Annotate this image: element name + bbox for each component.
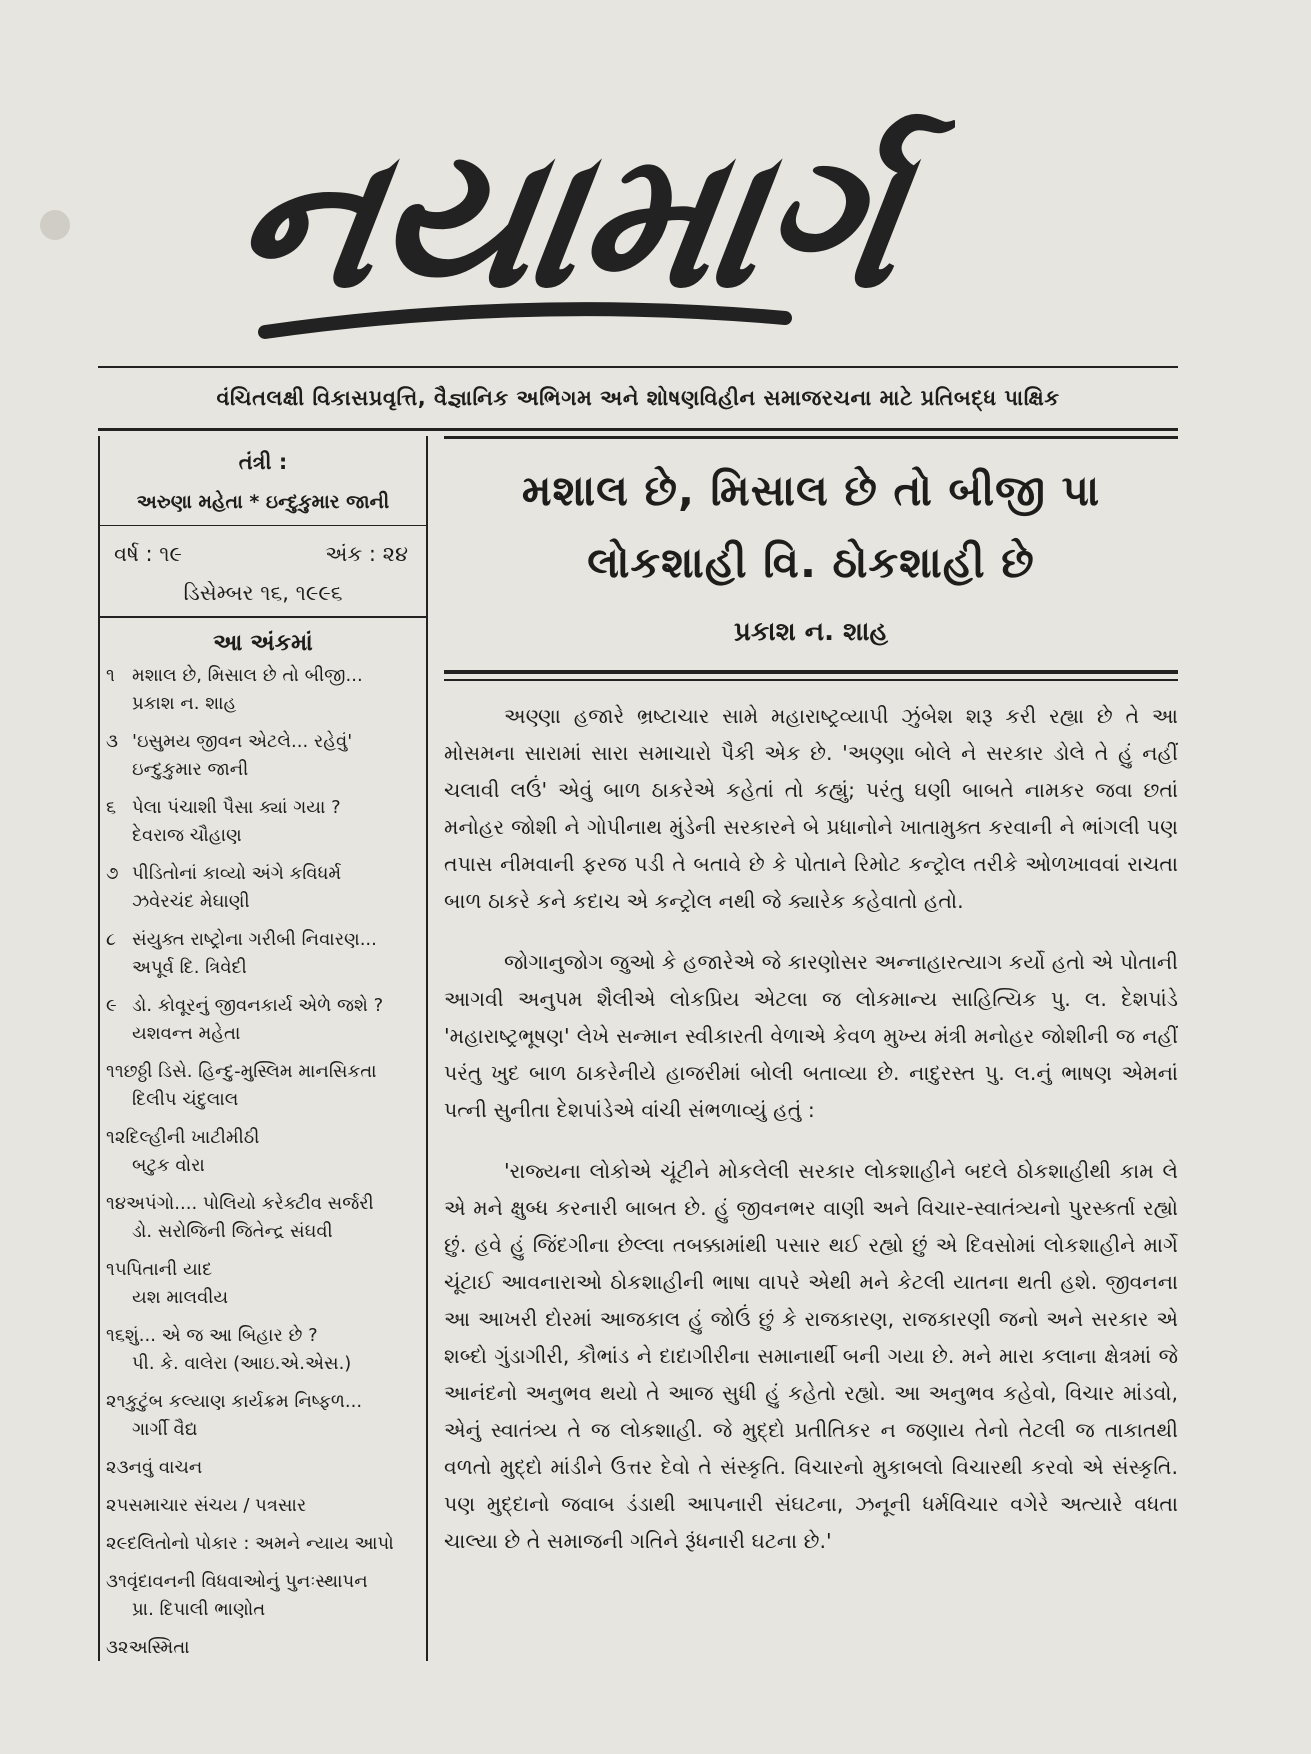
paper-stain [40, 210, 70, 240]
toc-item [106, 992, 426, 1048]
byline: પ્રકાશ ન. શાહ [734, 617, 888, 647]
toc-title: સંયુક્ત રાષ્ટ્રોના ગરીબી નિવારણ... [132, 929, 377, 950]
header-divider [444, 670, 1178, 681]
tagline: વંચિતલક્ષી વિકાસપ્રવૃત્તિ, વૈજ્ઞાનિક અભિગમ અને શોષણવિહીન સમાજરચના માટે પ્રતિબદ્ધ પાક્ષિક [98, 366, 1178, 431]
toc-author: પી. કે. વાલેરા (આઇ.એ.એસ.) [132, 1353, 352, 1374]
headline-line-2: લોકશાહી વિ. ઠોકશાહી છે [587, 538, 1035, 587]
toc-page-number: ૧૨ [106, 1127, 126, 1148]
toc-page-number: ૮ [106, 929, 116, 950]
article-header [444, 436, 1178, 681]
toc-page-number: ૨૯ [106, 1533, 128, 1554]
issue-info [100, 526, 426, 567]
paragraph: અણ્ણા હજારે ભ્રષ્ટાચાર સામે મહારાષ્ટ્રવ્યાપી ઝુંબેશ શરૂ કરી રહ્યા છે તે આ મોસમના સારામાં સારા સમાચારો પૈકી એક છે. 'અણ્ણા બોલે ને સરકાર ડોલે તે હું નહીં ચલાવી લઉં' એવું બાળ ઠાકરેએ કહેતાં તો કહ્યું; પરંતુ ઘણી બાબતે નામકર જવા છતાં મનોહર જોશી ને ગોપીનાથ મુંડેની સરકારને બે પ્રધાનોને ખાતામુક્ત કરવાની ને ભાંગલી પણ તપાસ નીમવાની ફરજ પડી તે બતાવે છે કે પોતાને રિમોટ કન્ટ્રોલ તરીકે ઓળખાવવાં રાચતા બાળ ઠાકરે કને કદાચ એ કન્ટ્રોલ નથી જે ક્યારેક કહેવાતો હતો. [444, 704, 1178, 913]
sidebar [98, 436, 428, 1661]
toc-page-number: ૨૫ [106, 1495, 129, 1516]
toc-page-number: ૭ [106, 863, 119, 884]
toc-title: શું... એ જ આ બિહાર છે ? [124, 1325, 318, 1346]
toc-title: વૃંદાવનની વિધવાઓનું પુનઃસ્થાપન [126, 1571, 368, 1592]
article-body [444, 698, 1178, 1584]
toc-title: છઠ્ઠી ડિસે. હિન્દુ-મુસ્લિમ માનસિકતા [123, 1061, 377, 1082]
toc-author: ગાર્ગી વૈદ્ય [132, 1419, 198, 1440]
toc-item [106, 860, 426, 916]
toc-page-number: ૯ [106, 995, 117, 1016]
toc-item [106, 728, 426, 784]
toc-item [106, 1190, 426, 1246]
toc-title: પીડિતોનાં કાવ્યો અંગે કવિધર્મ [132, 863, 342, 884]
toc-item [106, 1492, 426, 1520]
table-of-contents [100, 662, 426, 1662]
toc-item [106, 1634, 426, 1662]
toc-page-number: ૧૪ [106, 1193, 126, 1214]
toc-author: ઇન્દુકુમાર જાની [132, 759, 249, 780]
toc-author: ઝવેરચંદ મેઘાણી [132, 891, 250, 912]
toc-item [106, 794, 426, 850]
toc-item [106, 1530, 426, 1558]
toc-page-number: ૬ [106, 797, 117, 818]
paragraph: 'રાજ્યના લોકોએ ચૂંટીને મોકલેલી સરકાર લોકશાહીને બદલે ઠોકશાહીથી કામ લે એ મને ક્ષુબ્ધ કરનારી બાબત છે. હું જીવનભર વાણી અને વિચાર-સ્વાતંત્ર્યનો પુરસ્કર્તા રહ્યો છું. હવે હું જિંદગીના છેલ્લા તબક્કામાંથી પસાર થઈ રહ્યો છું એ દિવસોમાં લોકશાહીને માર્ગે ચૂંટાઈ આવનારાઓ ઠોકશાહીની ભાષા વાપરે એથી મને કેટલી યાતના થતી હશે. જીવનના આ આખરી દોરમાં આજકાલ હું જોઉં છું કે રાજકારણ, રાજકારણી જનો અને સરકાર એ શબ્દો ગુંડાગીરી, કૌભાંડ ને દાદાગીરીના સમાનાર્થી બની ગયા છે. મને મારા કલાના ક્ષેત્રમાં જે આનંદનો અનુભવ થયો તે આજ સુધી હું કહેતો રહ્યો. આ અનુભવ કહેવો, વિચાર માંડવો, એનું સ્વાતંત્ર્ય તે જ લોકશાહી. જે મુદ્દો પ્રતીતિકર ન જણાય તેનો તેટલી જ તાકાતથી વળતો મુદ્દો માંડીને ઉત્તર દેવો તે સંસ્કૃતિ. વિચારનો મુકાબલો વિચારથી કરવો એ સંસ્કૃતિ. પણ મુદ્દાનો જવાબ ડંડાથી આપનારી સંઘટના, ઝનૂની ધર્મવિચાર વગેરે અત્યારે વધતા ચાલ્યા છે તે સમાજની ગતિને રૂંધનારી ઘટના છે.' [444, 1159, 1178, 1553]
toc-page-number: ૩ [106, 731, 118, 752]
toc-title: અપંગો.... પોલિયો કરેક્ટીવ સર્જરી [125, 1193, 374, 1214]
toc-author: બટુક વોરા [132, 1155, 205, 1176]
toc-item [106, 662, 426, 718]
toc-item [106, 1124, 426, 1180]
toc-author: દિલીપ ચંદુલાલ [132, 1089, 239, 1110]
editor-names: અરુણા મહેતા * ઇન્દુકુમાર જાની [100, 491, 426, 526]
toc-title: પેલા પંચાશી પૈસા ક્યાં ગયા ? [132, 797, 341, 818]
headline [444, 455, 1178, 599]
volume-year: વર્ષ : ૧૯ [114, 542, 182, 566]
toc-author: યશવન્ત મહેતા [132, 1023, 241, 1044]
toc-author: દેવરાજ ચૌહાણ [132, 825, 242, 846]
headline-line-1: મશાલ છે, મિસાલ છે તો બીજી પા [521, 466, 1101, 515]
issue-number: અંક : ૨૪ [325, 542, 408, 566]
toc-author: યશ માલવીય [132, 1287, 229, 1308]
toc-page-number: ૨૩ [106, 1457, 129, 1478]
toc-page-number: ૧૫ [106, 1259, 127, 1280]
toc-title: નવું વાચન [128, 1457, 203, 1478]
toc-item [106, 1058, 426, 1114]
toc-page-number: ૩૧ [106, 1571, 127, 1592]
contents-title: આ અંકમાં [213, 630, 313, 656]
toc-title: અસ્મિતા [128, 1637, 190, 1658]
toc-title: પિતાની યાદ [126, 1259, 213, 1280]
toc-page-number: ૨૧ [106, 1391, 126, 1412]
toc-page-number: ૧૬ [106, 1325, 125, 1346]
masthead-title: નયામાર્ગ [225, 109, 916, 331]
paragraph: જોગાનુજોગ જુઓ કે હજારેએ જે કારણોસર અન્નાહારત્યાગ કર્યો હતો એ પોતાની આગવી અનુપમ શૈલીએ લોકપ્રિય એટલા જ લોકમાન્ય સાહિત્યિક પુ. લ. દેશપાંડે 'મહારાષ્ટ્રભૂષણ' લેખે સન્માન સ્વીકારતી વેળાએ કેવળ મુખ્ય મંત્રી મનોહર જોશીની જ નહીં પરંતુ ખુદ બાળ ઠાકરેનીયે હાજરીમાં બોલી બતાવ્યા છે. નાદુરસ્ત પુ. લ.નું ભાષણ એમનાં પત્ની સુનીતા દેશપાંડેએ વાંચી સંભળાવ્યું હતું : [444, 950, 1178, 1122]
toc-author: પ્રા. દિપાલી ભાણોત [132, 1599, 266, 1620]
toc-title: દિલ્હીની ખાટીમીઠી [125, 1127, 260, 1148]
toc-item [106, 1322, 426, 1378]
toc-item [106, 1388, 426, 1444]
toc-title: સમાચાર સંચય / પત્રસાર [128, 1495, 307, 1516]
toc-page-number: ૩૨ [106, 1637, 129, 1658]
editor-label: તંત્રી : [238, 450, 288, 474]
editor-block [100, 436, 426, 526]
toc-item [106, 1256, 426, 1312]
toc-author: પ્રકાશ ન. શાહ [132, 693, 237, 714]
toc-item [106, 1568, 426, 1624]
toc-title: કુટુંબ કલ્યાણ કાર્યક્રમ નિષ્ફળ... [125, 1391, 363, 1412]
toc-page-number: ૧ [106, 665, 115, 686]
toc-page-number: ૧૧ [106, 1061, 124, 1082]
toc-title: મશાલ છે, મિસાલ છે તો બીજી... [132, 665, 363, 686]
masthead-logo [225, 70, 955, 360]
toc-title: 'ઇસુમય જીવન એટલે... રહેવું' [132, 731, 353, 752]
toc-title: ડો. કોવૂરનું જીવનકાર્ય એળે જશે ? [132, 995, 384, 1016]
toc-author: ડો. સરોજિની જિતેન્દ્ર સંઘવી [132, 1221, 333, 1242]
toc-author: અપૂર્વ દિ. ત્રિવેદી [132, 957, 247, 978]
toc-title: દલિતોનો પોકાર : અમને ન્યાય આપો [127, 1533, 394, 1554]
toc-item [106, 1454, 426, 1482]
issue-date: ડિસેમ્બર ૧૬, ૧૯૯૬ [100, 567, 426, 618]
toc-item [106, 926, 426, 982]
